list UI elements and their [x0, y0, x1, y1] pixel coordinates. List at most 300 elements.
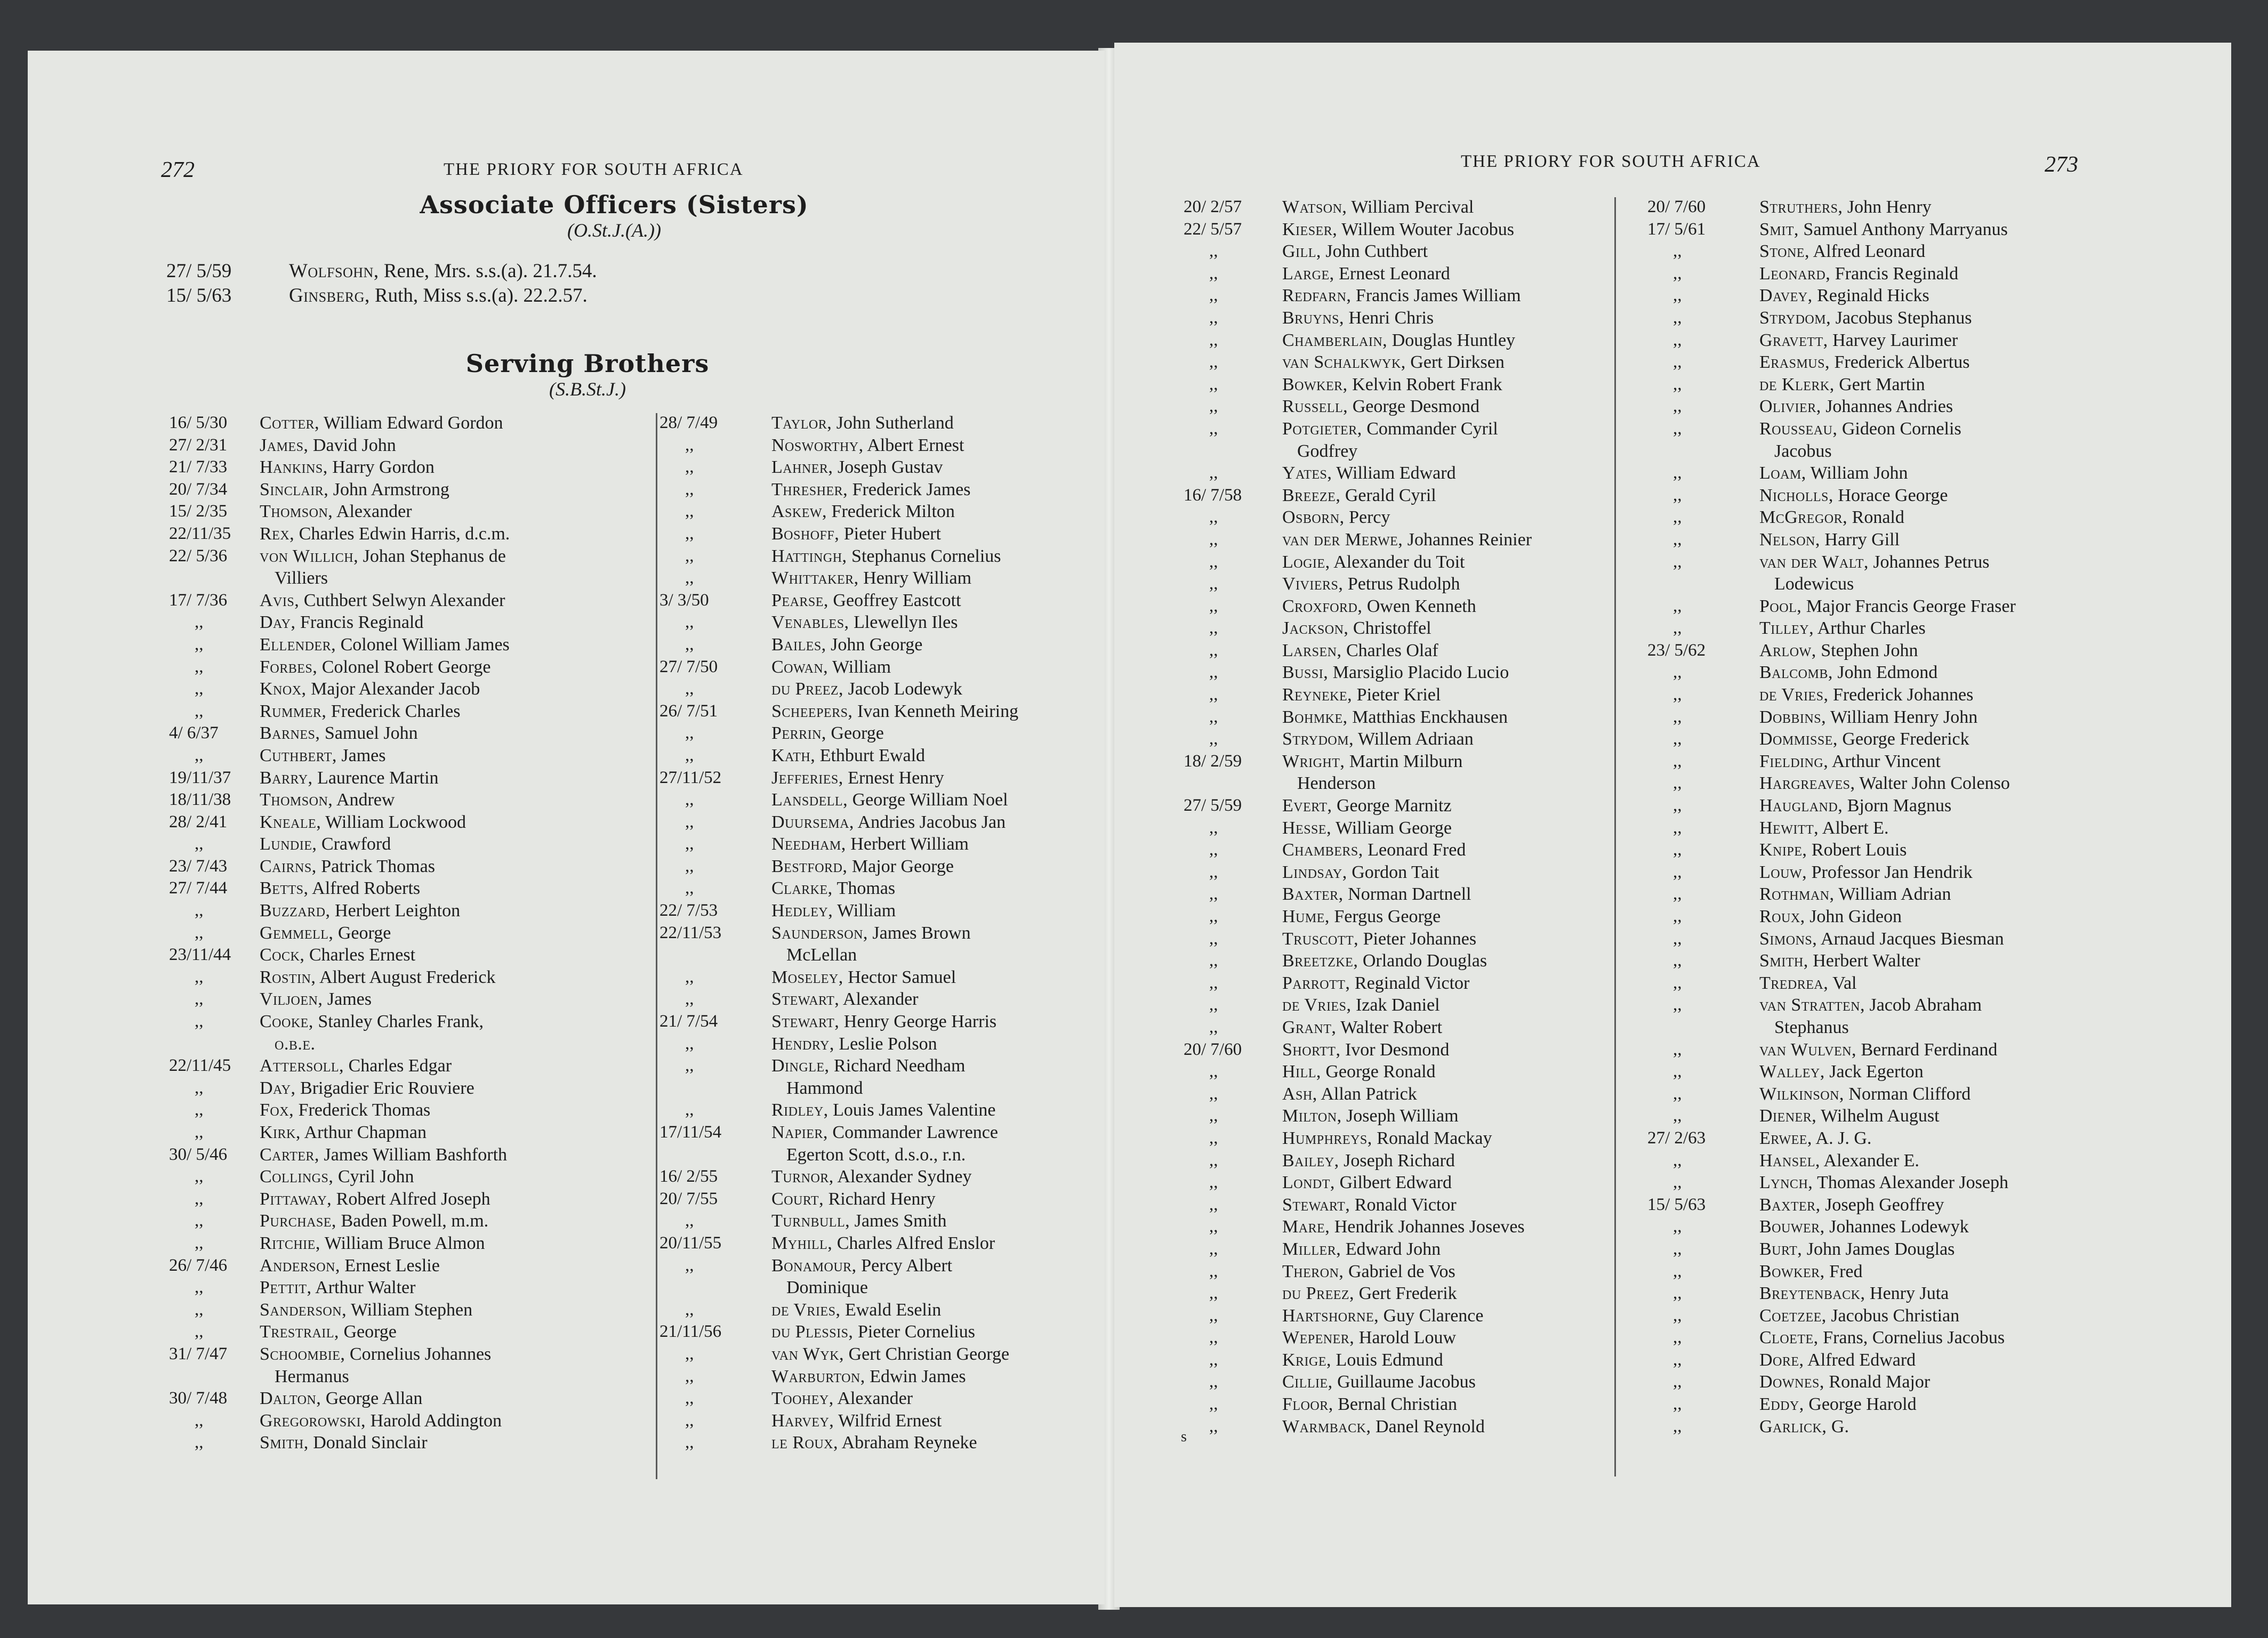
entry-name — [771, 635, 922, 655]
entry-date: ,, — [1673, 1350, 1682, 1369]
entry-name — [1759, 486, 1948, 506]
entry-date: ,, — [1209, 685, 1218, 705]
list-item — [169, 945, 665, 967]
entry-date: ,, — [1209, 529, 1218, 549]
entry-surname: Dommisse, — [1759, 729, 1838, 749]
entry-surname: Krige, — [1282, 1350, 1332, 1370]
entry-surname: Gravett, — [1759, 330, 1828, 350]
entry-date: 22/11/45 — [169, 1056, 231, 1076]
entry-date: ,, — [1673, 685, 1682, 705]
entry-date: ,, — [685, 502, 694, 521]
running-head: THE PRIORY FOR SOUTH AFRICA — [1461, 152, 1761, 171]
entry-surname: Louw, — [1759, 862, 1807, 882]
entry-surname: van Schalkwyk, — [1282, 352, 1406, 373]
entry-date: 20/11/55 — [660, 1233, 722, 1253]
entry-name — [1282, 419, 1498, 439]
list-item — [169, 612, 665, 635]
list-item — [169, 568, 665, 591]
list-item — [660, 1411, 1102, 1433]
entry-forenames: Frederick Albertus — [1829, 352, 1970, 373]
entry-forenames: Gabriel de Vos — [1344, 1261, 1455, 1281]
entry-name — [771, 1389, 913, 1409]
entry-forenames: Bernard Ferdinand — [1856, 1039, 1998, 1060]
entry-surname: Londt, — [1282, 1173, 1335, 1193]
entry-surname: Wolfsohn, — [289, 260, 379, 282]
entry-date: 28/ 2/41 — [169, 812, 228, 832]
entry-forenames: Jacob Abraham — [1864, 995, 1982, 1015]
entry-name — [1759, 685, 1973, 705]
entry-date: 27/ 2/63 — [1647, 1128, 1706, 1148]
entry-forenames: William Bruce Almon — [320, 1233, 485, 1253]
entry-date: ,, — [1673, 840, 1682, 860]
list-item — [169, 1411, 665, 1433]
left-page — [28, 51, 1105, 1604]
list-item — [169, 1012, 665, 1034]
entry-name — [1759, 973, 1857, 994]
list-item — [660, 1256, 1102, 1278]
entry-forenames: Joseph Richard — [1339, 1150, 1455, 1171]
list-item — [169, 480, 665, 502]
entry-date: ,, — [1209, 884, 1218, 904]
entry-date: ,, — [685, 834, 694, 854]
entry-surname: Milton, — [1282, 1106, 1342, 1126]
entry-name — [771, 1123, 998, 1143]
entry-forenames: Reginald Hicks — [1812, 286, 1929, 306]
entry-surname: Olivier, — [1759, 397, 1821, 417]
entry-surname: Bouwer, — [1759, 1217, 1825, 1237]
entry-name — [1282, 375, 1502, 395]
entry-name — [1759, 419, 1961, 439]
entry-name — [1282, 1151, 1455, 1171]
entry-name — [1759, 1328, 2005, 1348]
entry-name — [260, 1389, 422, 1409]
list-item — [660, 1167, 1102, 1189]
list-item — [169, 657, 665, 680]
entry-forenames: Alexander E. — [1820, 1150, 1919, 1171]
entry-forenames: Frederick Milton — [827, 502, 955, 522]
entry-surname: Lansdell, — [771, 790, 848, 810]
entry-date: ,, — [685, 856, 694, 876]
entry-forenames: Herbert William — [846, 834, 969, 854]
entry-date: 26/ 7/51 — [660, 701, 718, 721]
entry-forenames: George Harold — [1804, 1394, 1917, 1415]
entry-forenames: George — [339, 1322, 397, 1342]
entry-date: ,, — [1209, 1017, 1218, 1037]
list-item — [169, 746, 665, 768]
entry-name — [260, 857, 435, 877]
entry-date: 17/ 7/36 — [169, 590, 228, 610]
entry-date: ,, — [685, 479, 694, 499]
entry-name — [1759, 907, 1902, 927]
list-item — [1647, 574, 2181, 596]
entry-date: ,, — [1209, 330, 1218, 350]
entry-date: ,, — [1673, 907, 1682, 926]
entry-name — [1759, 818, 1888, 838]
entry-date: 27/ 7/44 — [169, 878, 228, 898]
entry-name — [771, 1367, 966, 1387]
entry-date: 22/11/35 — [169, 523, 231, 543]
page-number: 273 — [2045, 152, 2078, 177]
entry-forenames: Edward John — [1341, 1239, 1441, 1259]
entry-name — [1282, 973, 1469, 994]
entry-name — [1282, 1284, 1457, 1304]
entry-date: ,, — [1673, 1239, 1682, 1258]
entry-forenames: Rene, Mrs. s.s.(a). 21.7.54. — [379, 260, 597, 282]
entry-forenames: Guillaume Jacobus — [1332, 1372, 1476, 1392]
entry-forenames: Ronald Mackay — [1372, 1128, 1492, 1148]
entry-surname: Rostin, — [260, 967, 316, 987]
entry-forenames: Alfred Roberts — [308, 878, 421, 899]
entry-date: ,, — [1673, 773, 1682, 793]
entry-surname: Pittaway, — [260, 1189, 332, 1209]
entry-date: ,, — [1673, 884, 1682, 904]
list-item — [660, 612, 1102, 635]
entry-surname: Turnor, — [771, 1167, 834, 1187]
entry-date: 30/ 7/48 — [169, 1389, 228, 1408]
entry-name — [1759, 375, 1925, 395]
entry-forenames: Frederick Johannes — [1828, 685, 1974, 705]
list-item — [1647, 1417, 2181, 1439]
entry-date: ,, — [1673, 1106, 1682, 1126]
entry-name — [260, 1012, 484, 1032]
section-title: Serving Brothers — [465, 349, 710, 378]
entry-surname: Coetzee, — [1759, 1305, 1827, 1326]
entry-forenames: Egerton Scott, d.s.o., r.n. — [786, 1144, 966, 1165]
entry-surname: Smith, — [260, 1433, 309, 1453]
entry-name — [1759, 530, 1900, 550]
entry-date: ,, — [1673, 973, 1682, 993]
entry-surname: Cowan, — [771, 657, 829, 677]
entry-date: ,, — [685, 1034, 694, 1053]
list-item — [1647, 264, 2181, 286]
list-item — [1647, 241, 2181, 264]
entry-forenames: Marsiglio Placido Lucio — [1328, 663, 1509, 683]
entry-forenames: Patrick Thomas — [316, 856, 435, 876]
entry-forenames: Thomas — [832, 878, 896, 899]
entry-surname: Carter, — [260, 1144, 319, 1165]
entry-surname: Chamberlain, — [1282, 330, 1388, 350]
entry-name — [771, 967, 956, 988]
entry-name — [1759, 752, 1941, 772]
entry-forenames: Fred — [1824, 1261, 1863, 1281]
entry-forenames: Gilbert Edward — [1334, 1173, 1452, 1193]
entry-date: 3/ 3/50 — [660, 590, 709, 610]
list-item — [1647, 220, 2181, 242]
entry-forenames: James — [323, 989, 372, 1010]
entry-name — [1759, 197, 1932, 217]
list-item — [1647, 486, 2181, 508]
entry-name — [1282, 663, 1509, 683]
entry-date: ,, — [1209, 618, 1218, 638]
entry-date: ,, — [1673, 463, 1682, 483]
entry-forenames: Samuel Anthony Marryanus — [1798, 219, 2008, 239]
entry-name — [1759, 641, 1918, 661]
entry-date: ,, — [685, 1056, 694, 1076]
entry-date: 15/ 5/63 — [1647, 1195, 1706, 1214]
left-column-1 — [169, 413, 665, 1455]
entry-forenames: Francis Reginald — [295, 612, 424, 633]
entry-date: ,, — [685, 435, 694, 455]
entry-forenames: Charles Alfred Enslor — [832, 1233, 995, 1253]
entry-forenames: William — [833, 901, 896, 921]
entry-name — [260, 1189, 490, 1209]
entry-forenames: Percy Albert — [856, 1255, 953, 1276]
entry-date: ,, — [1673, 308, 1682, 327]
entry-surname: Parrott, — [1282, 973, 1350, 993]
entry-date: 27/ 5/59 — [166, 260, 232, 282]
entry-name — [771, 1411, 942, 1431]
entry-forenames: Frederick Thomas — [294, 1100, 431, 1120]
entry-forenames: Frans, Cornelius Jacobus — [1818, 1328, 2005, 1348]
entry-forenames: Jacob Lodewyk — [843, 679, 962, 699]
entry-date: 23/ 7/43 — [169, 856, 228, 876]
entry-name — [771, 546, 1001, 567]
entry-date: ,, — [1209, 1195, 1218, 1214]
entry-forenames: Petrus Rudolph — [1343, 574, 1460, 594]
list-item — [166, 284, 588, 307]
entry-surname: Bowker, — [1759, 1261, 1825, 1281]
entry-surname: Harvey, — [771, 1410, 834, 1431]
list-item — [1647, 818, 2181, 841]
entry-forenames: Izak Daniel — [1351, 995, 1440, 1015]
entry-forenames: Alexander du Toit — [1330, 552, 1465, 572]
entry-name — [771, 1100, 995, 1120]
entry-surname: Hedley, — [771, 901, 833, 921]
entry-date: ,, — [685, 1410, 694, 1430]
entry-surname: Tredrea, — [1759, 973, 1829, 993]
entry-surname: Logie, — [1282, 552, 1330, 572]
entry-date: ,, — [1209, 552, 1218, 571]
list-item — [1647, 752, 2181, 774]
list-item — [660, 878, 1102, 901]
entry-forenames: Ernest Leslie — [340, 1255, 440, 1276]
entry-surname: Cloete, — [1759, 1328, 1819, 1348]
entry-forenames: Charles Ernest — [304, 945, 416, 965]
entry-surname: Gemmell, — [260, 923, 334, 943]
entry-forenames: Arthur Walter — [311, 1278, 416, 1298]
entry-date: ,, — [1673, 707, 1682, 727]
entry-surname: Myhill, — [771, 1233, 833, 1253]
entry-date: ,, — [1209, 463, 1218, 483]
entry-forenames: Cornelius Johannes — [345, 1344, 492, 1364]
entry-name — [1759, 286, 1929, 306]
entry-date: 21/ 7/33 — [169, 457, 228, 477]
list-item — [660, 679, 1102, 701]
list-item — [660, 657, 1102, 680]
entry-surname: Baxter, — [1282, 884, 1344, 905]
entry-name — [1759, 1350, 1916, 1370]
list-item — [1647, 862, 2181, 885]
entry-name — [260, 1433, 428, 1453]
entry-surname: Breeze, — [1282, 485, 1341, 505]
entry-name — [1282, 1350, 1443, 1370]
list-item — [660, 1367, 1102, 1389]
entry-date: ,, — [1209, 1350, 1218, 1369]
entry-name — [1282, 1128, 1492, 1149]
entry-forenames: Matthias Enckhausen — [1347, 707, 1508, 727]
entry-forenames: Major George — [847, 856, 954, 876]
entry-forenames: Cyril John — [333, 1167, 414, 1187]
entry-surname: Moseley, — [771, 967, 843, 987]
entry-name — [260, 768, 439, 788]
right-column-2 — [1647, 197, 2181, 1439]
entry-name — [260, 923, 391, 943]
entry-forenames: Joseph William — [1341, 1106, 1459, 1126]
entry-name — [771, 435, 964, 456]
entry-name — [771, 502, 955, 522]
entry-surname: Napier, — [771, 1123, 828, 1142]
entry-forenames: Walter Robert — [1336, 1017, 1443, 1037]
entry-date: 20/ 7/55 — [660, 1189, 718, 1208]
entry-forenames: Jack Egerton — [1824, 1062, 1924, 1082]
entry-name — [1282, 1173, 1452, 1193]
list-item — [169, 1123, 665, 1145]
list-item — [1647, 729, 2181, 752]
entry-forenames: Bjorn Magnus — [1843, 796, 1952, 816]
entry-forenames: Henry Juta — [1865, 1284, 1949, 1304]
list-item — [660, 502, 1102, 524]
list-item — [660, 1278, 1102, 1300]
entry-date: ,, — [1673, 286, 1682, 305]
entry-surname: Thresher, — [771, 479, 848, 499]
entry-name — [771, 1034, 937, 1054]
entry-date: ,, — [195, 1189, 204, 1208]
entry-date: ,, — [685, 457, 694, 477]
entry-date: ,, — [195, 634, 204, 654]
entry-forenames: Gert Christian George — [844, 1344, 1010, 1364]
entry-date: ,, — [195, 1410, 204, 1430]
entry-surname: Roux, — [1759, 907, 1805, 926]
entry-name — [771, 568, 971, 588]
entry-date: ,, — [1673, 374, 1682, 394]
entry-date: ,, — [1209, 574, 1218, 594]
list-item — [1647, 1239, 2181, 1262]
entry-surname: Eddy, — [1759, 1394, 1804, 1415]
list-item — [169, 457, 665, 480]
entry-forenames: Louis James Valentine — [828, 1100, 996, 1120]
entry-forenames: James Brown — [867, 923, 971, 943]
entry-forenames: Edwin James — [865, 1366, 966, 1386]
signature-mark: s — [1181, 1429, 1187, 1445]
entry-forenames: Johannes Petrus — [1868, 552, 1990, 572]
entry-surname: Strydom, — [1759, 308, 1831, 328]
entry-forenames: George — [333, 923, 391, 943]
entry-surname: Bowker, — [1282, 374, 1348, 394]
entry-forenames: Andrew — [333, 790, 395, 810]
entry-date: 27/ 5/59 — [1184, 796, 1242, 816]
list-item — [169, 1167, 665, 1189]
entry-date: ,, — [1673, 1039, 1682, 1059]
entry-date: 16/ 7/58 — [1184, 485, 1242, 505]
entry-name — [260, 1233, 485, 1254]
entry-date: ,, — [1673, 1062, 1682, 1082]
list-item — [169, 878, 665, 901]
list-item — [1647, 507, 2181, 530]
entry-forenames: George Ronald — [1321, 1062, 1436, 1082]
entry-forenames: Johannes Andries — [1821, 397, 1953, 417]
list-item — [660, 812, 1102, 835]
entry-date: 4/ 6/37 — [169, 723, 219, 743]
entry-date: ,, — [1673, 1173, 1682, 1192]
section-subtitle: (S.B.St.J.) — [549, 378, 626, 400]
entry-surname: Leonard, — [1759, 263, 1831, 284]
entry-surname: Kirk, — [260, 1123, 301, 1142]
entry-surname: Attersoll, — [260, 1056, 344, 1076]
entry-forenames: Stephanus Cornelius — [847, 546, 1001, 566]
list-item — [169, 524, 665, 546]
entry-date: ,, — [1209, 995, 1218, 1015]
list-item — [169, 435, 665, 458]
list-item — [1647, 1328, 2181, 1350]
list-item — [169, 923, 665, 946]
entry-surname: van Stratten, — [1759, 995, 1865, 1015]
entry-forenames: Ivan Kenneth Meiring — [852, 701, 1019, 721]
entry-date: ,, — [685, 967, 694, 987]
entry-surname: Clarke, — [771, 878, 833, 899]
list-item — [169, 812, 665, 835]
list-item — [660, 701, 1102, 724]
entry-surname: Hewitt, — [1759, 818, 1819, 838]
entry-date: ,, — [1209, 418, 1218, 438]
entry-date: 23/11/44 — [169, 945, 231, 965]
entry-date: ,, — [1673, 729, 1682, 749]
entry-forenames: Brigadier Eric Rouviere — [295, 1078, 474, 1098]
list-item — [169, 1233, 665, 1256]
entry-surname: Downes, — [1759, 1372, 1824, 1392]
list-item — [1647, 973, 2181, 996]
list-item — [169, 1034, 665, 1056]
entry-surname: Ritchie, — [260, 1233, 320, 1253]
entry-name — [1759, 507, 1904, 528]
entry-surname: Truscott, — [1282, 929, 1359, 949]
entry-name — [1759, 1040, 1997, 1060]
entry-name — [260, 878, 420, 899]
entry-surname: Nicholls, — [1759, 485, 1833, 505]
entry-forenames: Ronald Major — [1824, 1372, 1931, 1392]
entry-date: ,, — [1209, 374, 1218, 394]
entry-surname: Dobbins, — [1759, 707, 1827, 727]
entry-date: ,, — [685, 1300, 694, 1319]
entry-name — [1759, 773, 2010, 794]
list-item — [1647, 352, 2181, 375]
entry-name — [1759, 330, 1958, 351]
entry-forenames: Laurence Martin — [312, 768, 439, 788]
entry-name — [771, 723, 884, 744]
entry-surname: Perrin, — [771, 723, 826, 744]
entry-name — [771, 1256, 952, 1276]
entry-forenames: Thomas Alexander Joseph — [1813, 1173, 2008, 1193]
entry-surname: Knox, — [260, 679, 307, 699]
entry-name — [771, 1189, 936, 1209]
entry-name — [771, 1167, 972, 1187]
entry-name — [1282, 220, 1514, 240]
list-item — [169, 1056, 665, 1078]
entry-forenames: Walter John Colenso — [1855, 773, 2010, 794]
list-item — [1647, 951, 2181, 973]
entry-name — [771, 1322, 975, 1342]
entry-forenames: G. — [1827, 1416, 1849, 1437]
entry-name — [1282, 1217, 1525, 1237]
entry-surname: Jackson, — [1282, 618, 1349, 639]
entry-name — [275, 1034, 316, 1054]
entry-forenames: Harvey Laurimer — [1828, 330, 1958, 350]
entry-date: ,, — [195, 901, 204, 921]
entry-forenames: Llewellyn Iles — [849, 612, 958, 633]
entry-surname: Thomson, — [260, 502, 333, 522]
entry-date: ,, — [195, 923, 204, 942]
list-item — [1647, 530, 2181, 552]
entry-forenames: Leonard Fred — [1363, 840, 1466, 860]
